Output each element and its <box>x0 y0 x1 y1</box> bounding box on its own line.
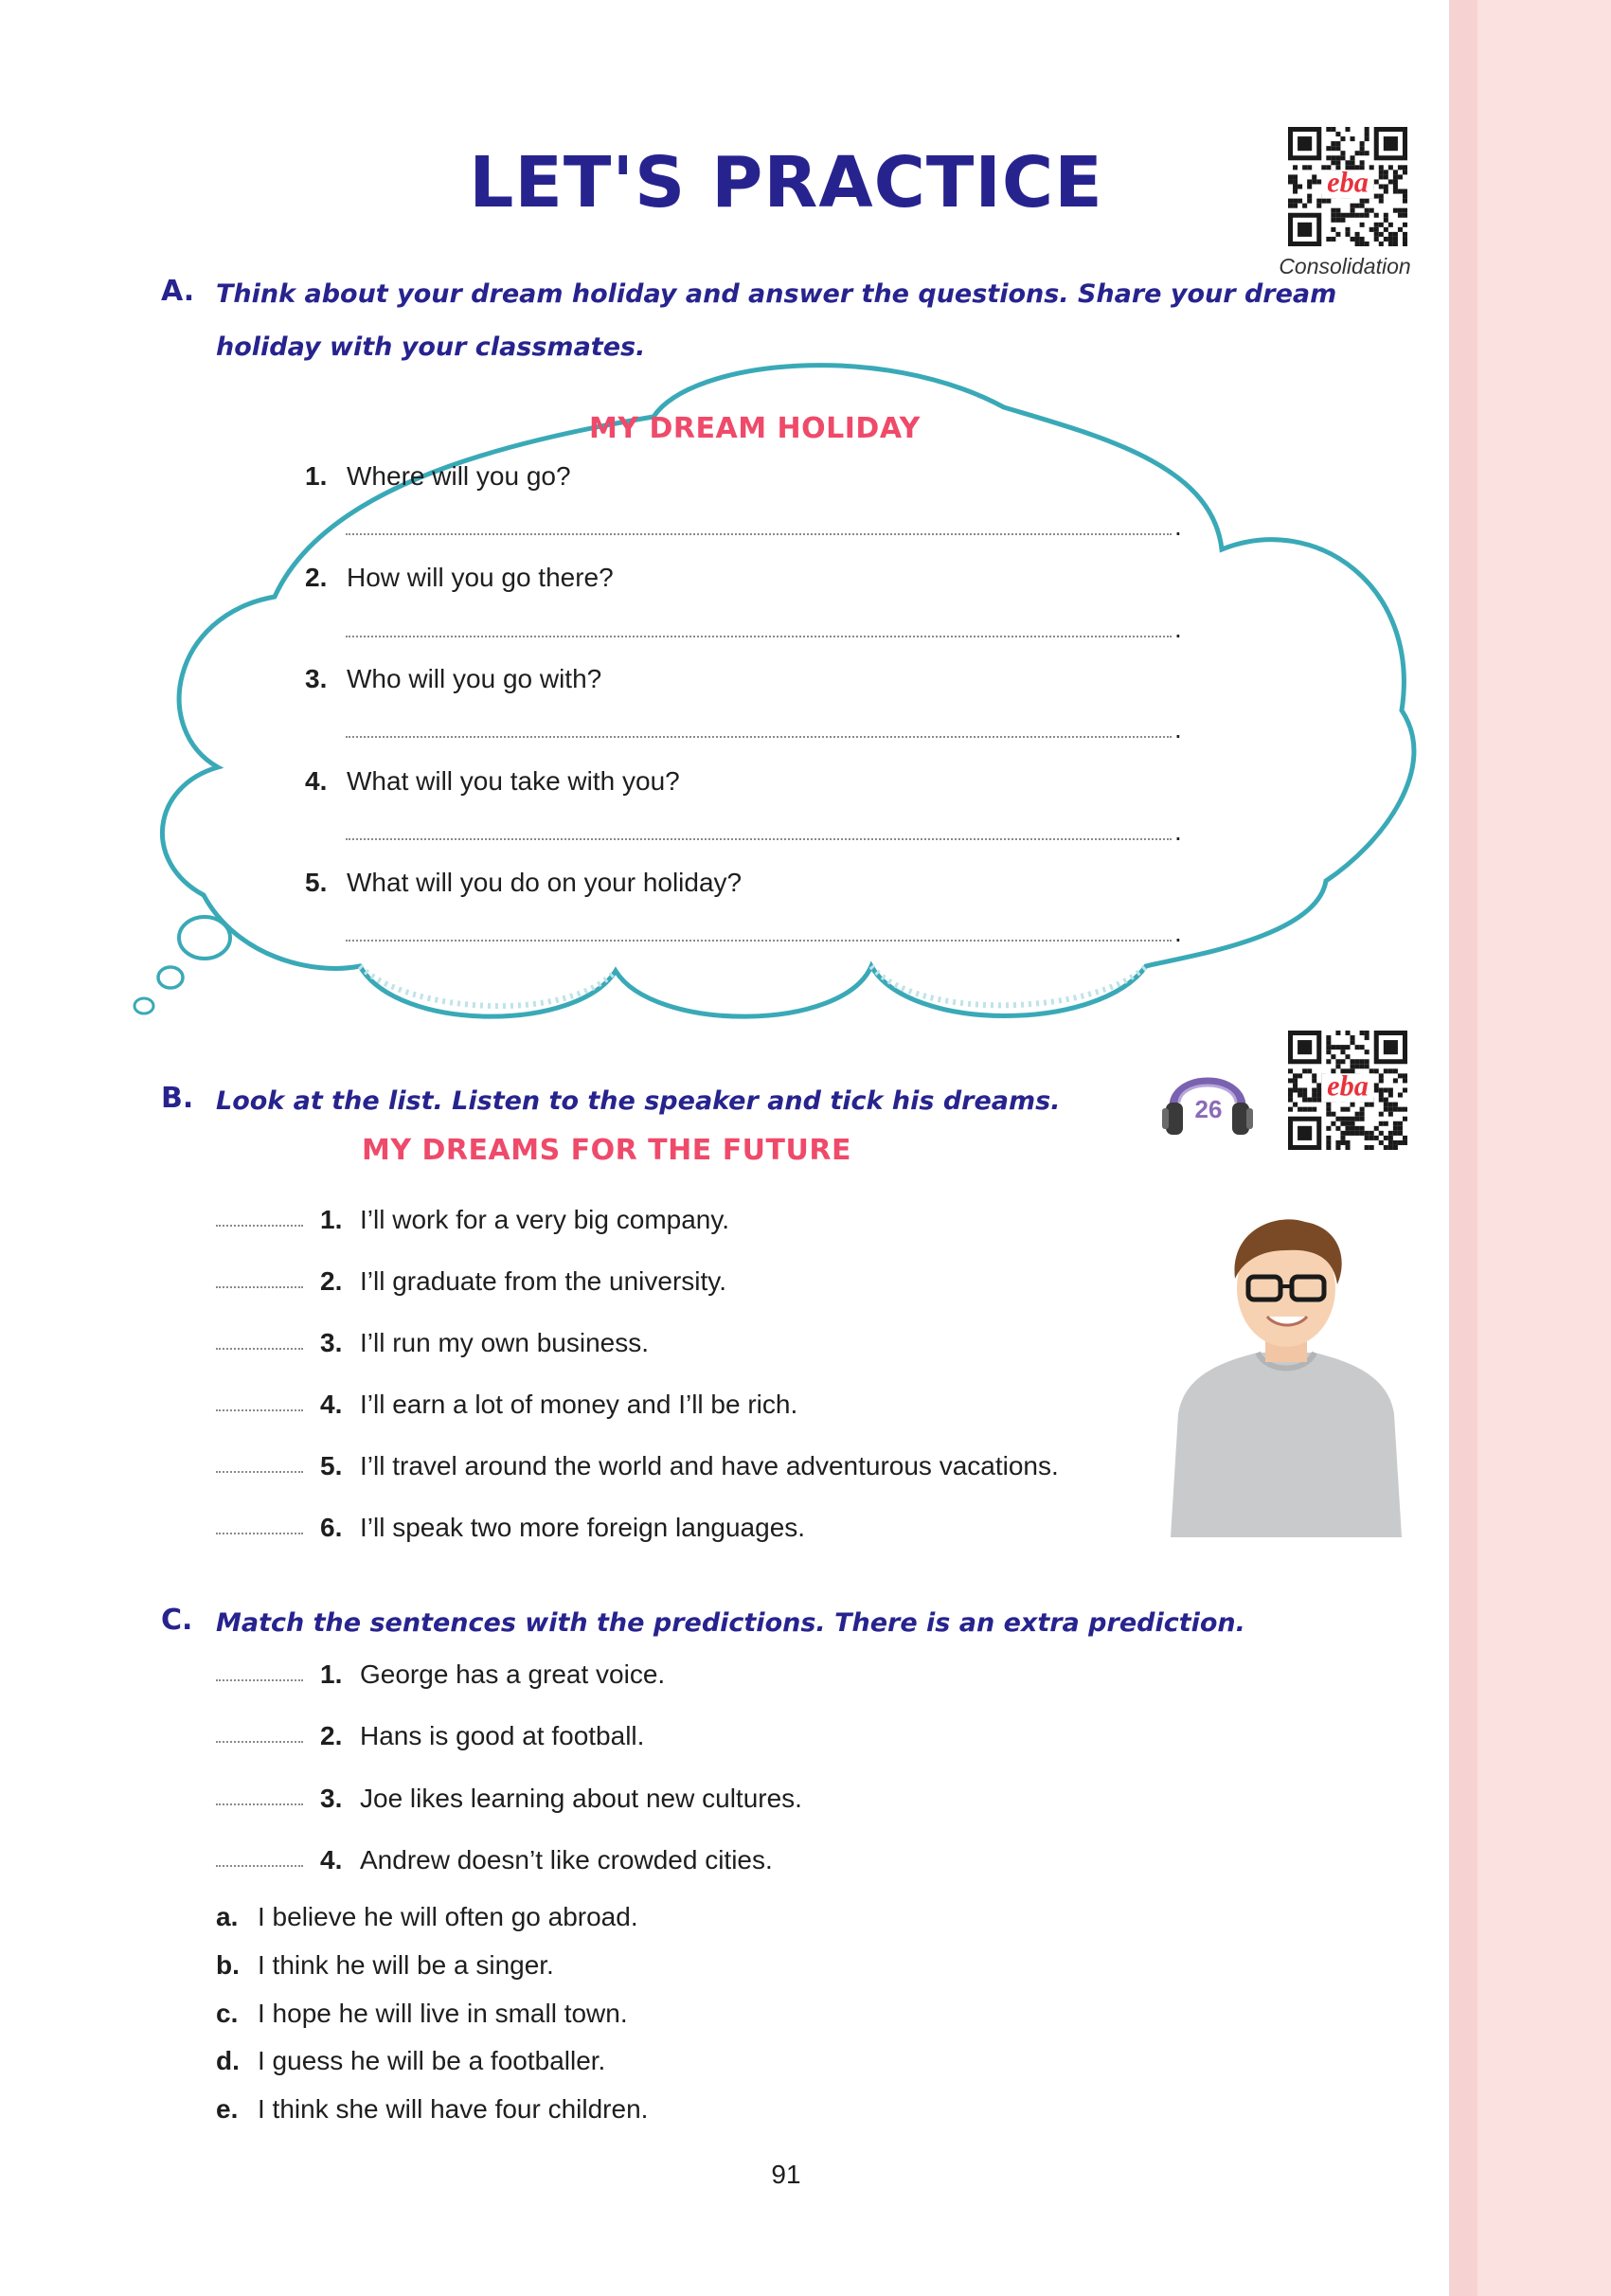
qr-caption: Consolidation <box>1279 254 1411 278</box>
question-row <box>305 766 680 797</box>
tick-blank[interactable] <box>216 1348 303 1350</box>
prediction-text: I believe he will often go abroad. <box>258 1902 638 1931</box>
item-number: 3. <box>320 1328 343 1357</box>
dream-item <box>216 1328 649 1358</box>
prediction-item <box>216 1999 628 2029</box>
sentence-item <box>216 1784 802 1814</box>
item-text: I’ll work for a very big company. <box>360 1205 730 1234</box>
question-number: 2. <box>305 563 328 592</box>
prediction-item <box>216 1902 638 1932</box>
page-title: LET'S PRACTICE <box>469 142 1103 224</box>
prediction-item <box>216 2046 605 2076</box>
item-text: I’ll speak two more foreign languages. <box>360 1513 806 1542</box>
sentence-text: George has a great voice. <box>360 1659 666 1689</box>
sentence-number: 1. <box>320 1659 343 1689</box>
answer-line-end: . <box>1174 918 1182 947</box>
question-text: What will you take with you? <box>347 766 680 796</box>
question-text: Who will you go with? <box>347 664 602 693</box>
answer-line[interactable] <box>346 533 1172 535</box>
question-row <box>305 868 742 898</box>
prediction-item <box>216 1950 554 1981</box>
match-blank[interactable] <box>216 1803 303 1805</box>
sentence-number: 3. <box>320 1784 343 1813</box>
qr-code-icon[interactable] <box>1288 1031 1407 1150</box>
audio-track-number: 26 <box>1194 1095 1223 1123</box>
boy-with-glasses-photo <box>1163 1211 1409 1537</box>
answer-line-end: . <box>1174 714 1182 744</box>
match-blank[interactable] <box>216 1741 303 1743</box>
tick-blank[interactable] <box>216 1533 303 1534</box>
prediction-letter: e. <box>216 2094 239 2124</box>
match-blank[interactable] <box>216 1679 303 1681</box>
tick-blank[interactable] <box>216 1286 303 1288</box>
prediction-text: I hope he will live in small town. <box>258 1999 628 2028</box>
sentence-text: Joe likes learning about new cultures. <box>360 1784 802 1813</box>
match-blank[interactable] <box>216 1865 303 1867</box>
sentence-text: Hans is good at football. <box>360 1721 645 1750</box>
dream-holiday-heading: MY DREAM HOLIDAY <box>589 412 921 445</box>
prediction-letter: c. <box>216 1999 239 2028</box>
answer-line[interactable] <box>346 838 1172 840</box>
question-text: What will you do on your holiday? <box>347 868 743 897</box>
thought-cloud <box>123 350 1430 1042</box>
item-number: 4. <box>320 1390 343 1419</box>
dream-item <box>216 1266 726 1297</box>
prediction-letter: d. <box>216 2046 240 2075</box>
question-row <box>305 461 571 492</box>
svg-text:eba: eba <box>1327 166 1369 199</box>
item-text: I’ll graduate from the university. <box>360 1266 726 1296</box>
sentence-item <box>216 1721 644 1751</box>
sentence-item <box>216 1659 665 1690</box>
tick-blank[interactable] <box>216 1409 303 1411</box>
question-number: 1. <box>305 461 328 491</box>
tick-blank[interactable] <box>216 1471 303 1473</box>
item-number: 1. <box>320 1205 343 1234</box>
item-number: 6. <box>320 1513 343 1542</box>
question-number: 4. <box>305 766 328 796</box>
prediction-text: I guess he will be a footballer. <box>258 2046 606 2075</box>
svg-text:eba: eba <box>1327 1069 1369 1103</box>
prediction-letter: a. <box>216 1902 239 1931</box>
prediction-text: I think she will have four children. <box>258 2094 649 2124</box>
sentence-text: Andrew doesn’t like crowded cities. <box>360 1845 773 1874</box>
question-number: 3. <box>305 664 328 693</box>
section-c-letter: C. <box>161 1604 193 1637</box>
item-number: 5. <box>320 1451 343 1480</box>
item-text: I’ll travel around the world and have adventurous vacations. <box>360 1451 1059 1480</box>
section-c-instruction: Match the sentences with the predictions. There is an extra prediction. <box>216 1608 1245 1638</box>
item-text: I’ll run my own business. <box>360 1328 650 1357</box>
section-a-letter: A. <box>161 275 195 308</box>
qr-code-icon[interactable] <box>1288 127 1407 246</box>
item-number: 2. <box>320 1266 343 1296</box>
tick-blank[interactable] <box>216 1225 303 1227</box>
dream-item <box>216 1513 805 1543</box>
prediction-letter: b. <box>216 1950 240 1980</box>
dream-item <box>216 1451 1059 1481</box>
question-row <box>305 563 614 593</box>
question-text: Where will you go? <box>347 461 571 491</box>
prediction-item <box>216 2094 648 2125</box>
sentence-number: 2. <box>320 1721 343 1750</box>
answer-line[interactable] <box>346 736 1172 738</box>
answer-line-end: . <box>1174 511 1182 541</box>
sentence-number: 4. <box>320 1845 343 1874</box>
question-row <box>305 664 601 694</box>
section-b-letter: B. <box>161 1082 194 1115</box>
item-text: I’ll earn a lot of money and I’ll be rich. <box>360 1390 798 1419</box>
dream-item <box>216 1205 729 1235</box>
sentence-item <box>216 1845 773 1875</box>
page-number: 91 <box>771 2160 801 2189</box>
answer-line-end: . <box>1174 614 1182 643</box>
prediction-text: I think he will be a singer. <box>258 1950 554 1980</box>
question-text: How will you go there? <box>347 563 614 592</box>
answer-line[interactable] <box>346 940 1172 942</box>
answer-line[interactable] <box>346 636 1172 637</box>
section-b-instruction: Look at the list. Listen to the speaker and tick his dreams. <box>216 1086 1061 1116</box>
question-number: 5. <box>305 868 328 897</box>
side-stripe-edge <box>1449 0 1477 2296</box>
section-a-instruction: Think about your dream holiday and answer the questions. Share your dream holiday with your classmates. <box>216 279 1337 362</box>
dreams-future-heading: MY DREAMS FOR THE FUTURE <box>362 1134 851 1167</box>
answer-line-end: . <box>1174 816 1182 846</box>
dream-item <box>216 1390 797 1420</box>
